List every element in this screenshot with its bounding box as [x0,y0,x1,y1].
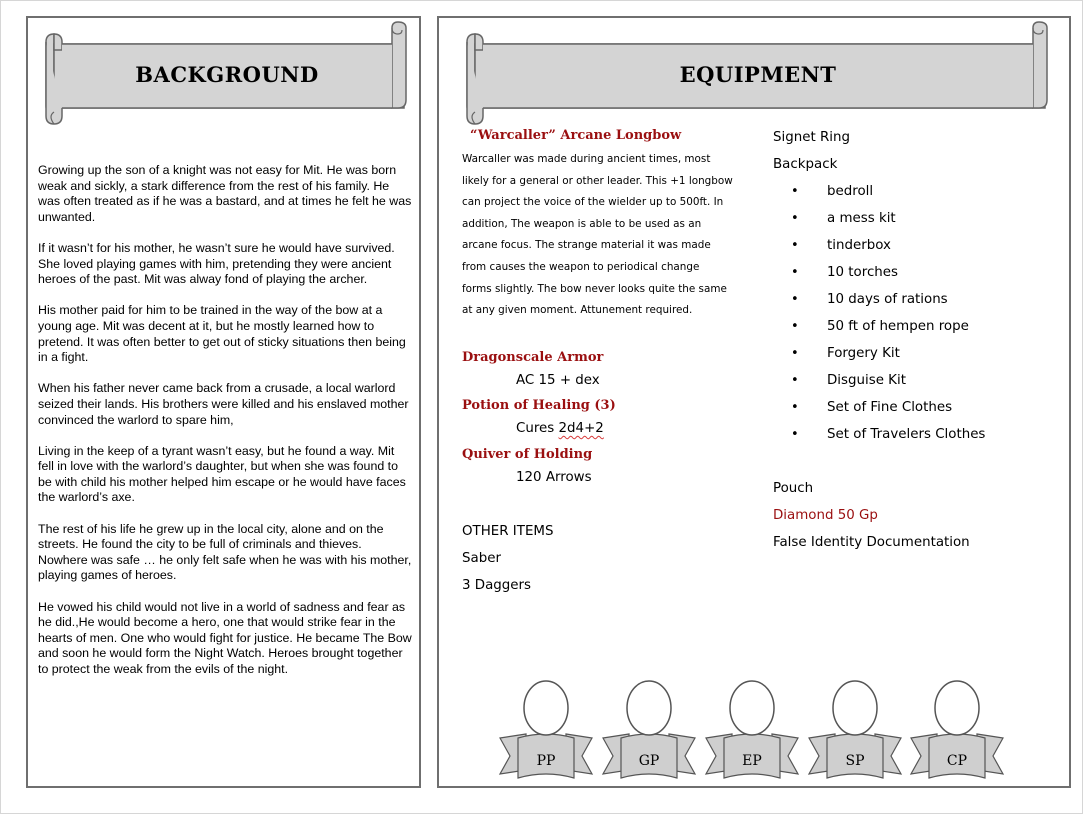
background-banner [42,20,412,130]
coin-label: GP [638,753,660,769]
backpack-item: Disguise Kit [827,373,906,388]
story-paragraph: Growing up the son of a knight was not easy for Mit. He was born weak and sickly, a stark difference from the rest of his family. He was often treated as if he was a bastard, and at times he felt he was unwanted. [38,163,412,224]
other-item: 3 Daggers [462,578,532,593]
weapon-description [462,149,747,322]
backpack-item: 10 days of rations [827,292,948,307]
quiver-name: Quiver of Holding [462,447,593,462]
backpack-item: Set of Fine Clothes [827,400,953,415]
coin-ribbon-icon [599,680,699,796]
coin-label: SP [845,753,865,769]
weapon-name: “Warcaller” Arcane Longbow [470,128,682,143]
coin-badge-ep [702,680,802,796]
story-paragraph: He vowed his child would not live in a world of sadness and fear as he did.,He would become a hero, one that would strike fear in the hearts of men. One who would fight for justice. He became The Bow and soon he would form the Night Watch. Heroes brought together to protect the weak from the evils of the night. [38,599,412,676]
backpack-item: Set of Travelers Clothes [827,427,986,442]
backpack-item: a mess kit [827,211,896,226]
pouch-diamond: Diamond 50 Gp [773,508,878,523]
backpack-item: 10 torches [827,265,899,280]
weapon-description-line: from causes the weapon to periodical change [462,260,700,273]
bullet-icon: • [791,292,799,307]
background-title: BACKGROUND [135,62,319,87]
coin-badge-sp [805,680,905,796]
bullet-icon: • [791,427,799,442]
background-story [38,163,413,693]
potion-dice: 2d4+2 [558,421,604,436]
backpack-item: 50 ft of hempen rope [827,319,969,334]
weapon-description-line: addition, The weapon is able to be used as an [462,217,702,230]
coin-badge-gp [599,680,699,796]
bullet-icon: • [791,238,799,253]
potion-detail [516,421,604,436]
equipment-title: EQUIPMENT [679,62,837,87]
bullet-icon: • [791,319,799,334]
coin-label: EP [742,753,762,769]
backpack-label: Backpack [773,157,838,172]
background-panel [26,16,421,788]
story-paragraph: If it wasn’t for his mother, he wasn’t sure he would have survived. She loved playing games with him, pretending they were ancient heroes of the past. Mit was alway fond of playing the archer. [38,240,395,287]
weapon-description-line: arcane focus. The strange material it was made [462,239,711,252]
bullet-icon: • [791,373,799,388]
equipment-banner [463,20,1053,130]
coin-ribbon-icon [805,680,905,796]
weapon-description-line: likely for a general or other leader. This +1 longbow [462,174,733,187]
coin-ribbon-icon [702,680,802,796]
weapon-description-line: Warcaller was made during ancient times, most [462,153,711,165]
bullet-icon: • [791,265,799,280]
backpack-item: Forgery Kit [827,346,900,361]
backpack-item: bedroll [827,184,874,199]
coin-label: CP [946,753,968,769]
story-paragraph: His mother paid for him to be trained in the way of the bow at a young age. Mit was decent at it, but he mostly learned how to pretend. It was often better to get out of sticky situations then being in a fight. [38,303,406,365]
coin-badge-cp [907,680,1007,796]
signet-ring: Signet Ring [773,130,850,145]
story-paragraph: Living in the keep of a tyrant wasn’t easy, but he found a way. Mit fell in love with the warlord’s daughter, but when she was found to be with child his mother helped him escape or he would have faces the warlord’s axe. [38,443,406,505]
bullet-icon: • [791,400,799,415]
coin-label: PP [536,753,556,769]
backpack-item: tinderbox [827,238,891,253]
equipment-panel [437,16,1071,788]
weapon-description-line: can project the voice of the wielder up to 500ft. In [462,196,724,209]
armor-detail: AC 15 + dex [516,373,600,388]
potion-name: Potion of Healing (3) [462,398,616,413]
coin-badge-pp [496,680,596,796]
pouch-documents: False Identity Documentation [773,535,970,550]
other-item: Saber [462,551,501,566]
coin-ribbon-icon [496,680,596,796]
pouch-label: Pouch [773,481,814,496]
weapon-description-line: forms slightly. The bow never looks quite the same [462,282,727,295]
story-paragraph: When his father never came back from a crusade, a local warlord seized their lands. His brothers were killed and his enslaved mother convinced the warlord to spare him, [38,381,409,427]
other-items-heading: OTHER ITEMS [462,524,554,539]
weapon-description-line: at any given moment. Attunement required. [462,304,693,317]
quiver-detail: 120 Arrows [516,470,592,485]
bullet-icon: • [791,211,799,226]
story-paragraph: The rest of his life he grew up in the local city, alone and on the streets. He found the city to be full of criminals and thieves. Nowhere was safe … he only felt safe when he was with his mother, playing games of heroes. [38,521,412,583]
bullet-icon: • [791,346,799,361]
armor-name: Dragonscale Armor [462,350,604,365]
coin-ribbon-icon [907,680,1007,796]
bullet-icon: • [791,184,799,199]
potion-detail-prefix: Cures [516,421,559,436]
